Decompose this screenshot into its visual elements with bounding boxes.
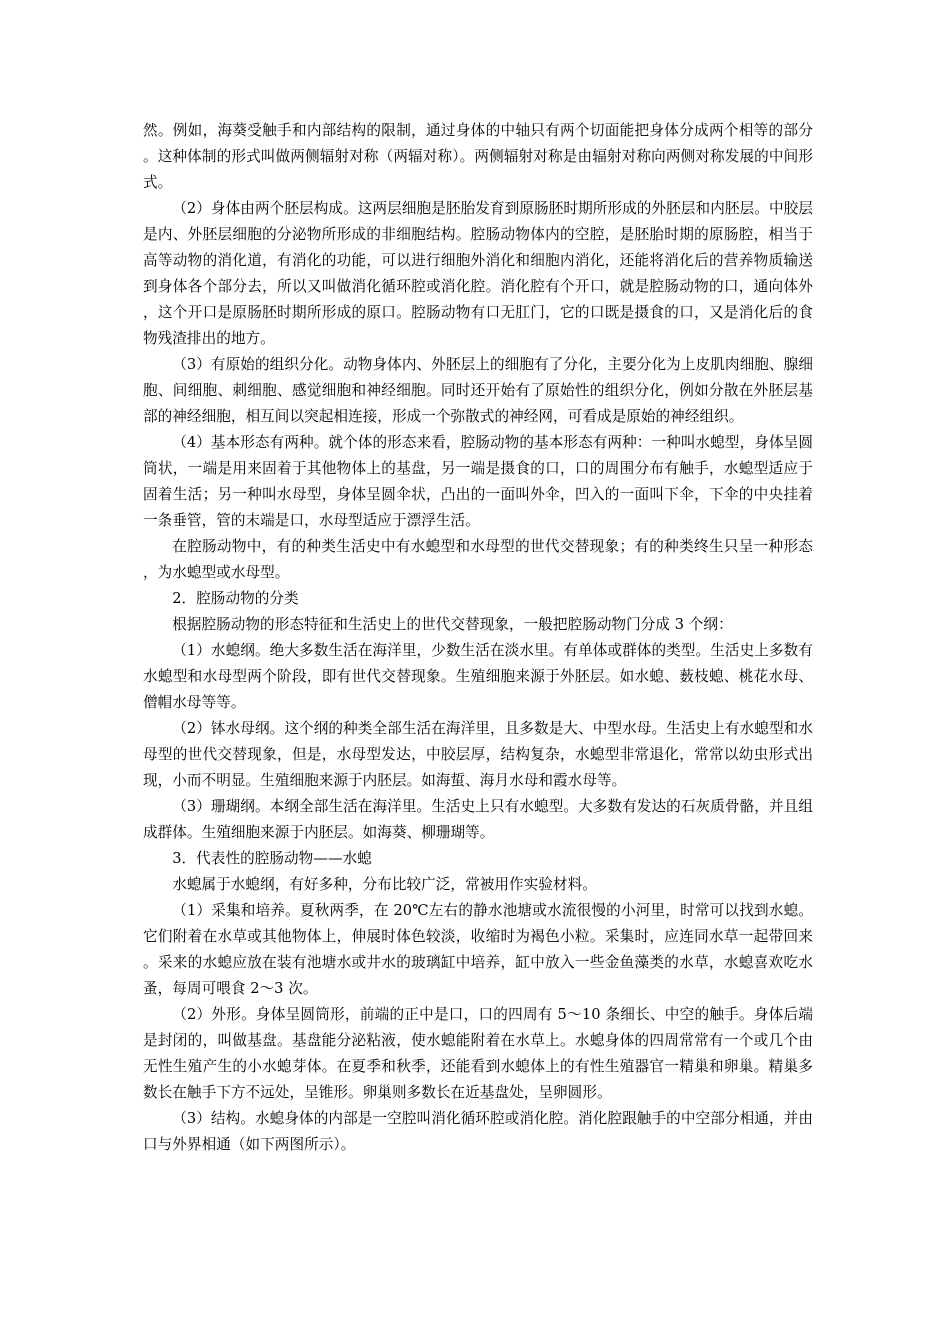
paragraph-structure: （3）结构。水螅身体的内部是一空腔叫消化循环腔或消化腔。消化腔跟触手的中空部分相通，并由口与外界相通（如下两图所示）。 (143, 1110, 813, 1153)
section-heading-classification: 2．腔肠动物的分类 (172, 590, 299, 607)
paragraph-hydrozoa: （1）水螅纲。绝大多数生活在海洋里，少数生活在淡水里。有单体或群体的类型。生活史上多数有水螅型和水母型两个阶段，即有世代交替现象。生殖细胞来源于外胚层。如水螅、薮枝螅、桃花水母、僧帽水母等等。 (143, 642, 813, 711)
paragraph-diploblastic: （2）身体由两个胚层构成。这两层细胞是胚胎发育到原肠胚时期所形成的外胚层和内胚层。中胶层是内、外胚层细胞的分泌物所形成的非细胞结构。腔肠动物体内的空腔，是胚胎时期的原肠腔，相当于高等动物的消化道，有消化的功能，可以进行细胞外消化和细胞内消化，还能将消化后的营养物质输送到身体各个部分去，所以又叫做消化循环腔或消化腔。消化腔有个开口，就是腔肠动物的口，通向体外，这个开口是原肠胚时期所形成的原口。腔肠动物有口无肛门，它的口既是摄食的口，又是消化后的食物残渣排出的地方。 (143, 200, 813, 347)
section-heading-hydra: 3．代表性的腔肠动物——水螅 (172, 850, 372, 867)
paragraph-continuation: 然。例如，海葵受触手和内部结构的限制，通过身体的中轴只有两个切面能把身体分成两个相等的部分。这种体制的形式叫做两侧辐射对称（两辐对称）。两侧辐射对称是由辐射对称向两侧对称发展的中间形式。 (143, 122, 813, 191)
paragraph-scyphozoa: （2）钵水母纲。这个纲的种类全部生活在海洋里，且多数是大、中型水母。生活史上有水螅型和水母型的世代交替现象，但是，水母型发达，中胶层厚，结构复杂，水螅型非常退化，常常以幼虫形式出现，小而不明显。生殖细胞来源于内胚层。如海蜇、海月水母和霞水母等。 (143, 720, 813, 789)
paragraph-collection: （1）采集和培养。夏秋两季，在 20℃左右的静水池塘或水流很慢的小河里，时常可以找到水螅。它们附着在水草或其他物体上，伸展时体色较淡，收缩时为褐色小粒。采集时，应连同水草一起带回来。采来的水螅应放在装有池塘水或井水的玻璃缸中培养，缸中放入一些金鱼藻类的水草，水螅喜欢吃水蚤，每周可喂食 2～3 次。 (143, 902, 813, 997)
paragraph-hydra-intro: 水螅属于水螅纲，有好多种，分布比较广泛，常被用作实验材料。 (172, 876, 597, 893)
paragraph-tissue-differentiation: （3）有原始的组织分化。动物身体内、外胚层上的细胞有了分化，主要分化为上皮肌肉细胞、腺细胞、间细胞、刺细胞、感觉细胞和神经细胞。同时还开始有了原始性的组织分化，例如分散在外胚层基部的神经细胞，相互间以突起相连接，形成一个弥散式的神经网，可看成是原始的神经组织。 (143, 356, 813, 425)
paragraph-morphology: （2）外形。身体呈圆筒形，前端的正中是口，口的四周有 5～10 条细长、中空的触手。身体后端是封闭的，叫做基盘。基盘能分泌粘液，使水螅能附着在水草上。水螅身体的四周常常有一个或几个由无性生殖产生的小水螅芽体。在夏季和秋季，还能看到水螅体上的有性生殖器官一精巢和卵巢。精巢多数长在触手下方不远处，呈锥形。卵巢则多数长在近基盘处，呈卵圆形。 (143, 1006, 813, 1101)
paragraph-anthozoa: （3）珊瑚纲。本纲全部生活在海洋里。生活史上只有水螅型。大多数有发达的石灰质骨骼，并且组成群体。生殖细胞来源于内胚层。如海葵、柳珊瑚等。 (143, 798, 813, 841)
paragraph-alternation: 在腔肠动物中，有的种类生活史中有水螅型和水母型的世代交替现象；有的种类终生只呈一种形态，为水螅型或水母型。 (143, 538, 813, 581)
body-text (143, 118, 813, 1158)
paragraph-classification-intro: 根据腔肠动物的形态特征和生活史上的世代交替现象，一般把腔肠动物门分成 3 个纲： (172, 616, 733, 633)
paragraph-body-forms: （4）基本形态有两种。就个体的形态来看，腔肠动物的基本形态有两种：一种叫水螅型，身体呈圆筒状，一端是用来固着于其他物体上的基盘，另一端是摄食的口，口的周围分布有触手，水螅型适应于固着生活；另一种叫水母型，身体呈圆伞状，凸出的一面叫外伞，凹入的一面叫下伞，下伞的中央挂着一条垂管，管的末端是口，水母型适应于漂浮生活。 (143, 434, 813, 529)
